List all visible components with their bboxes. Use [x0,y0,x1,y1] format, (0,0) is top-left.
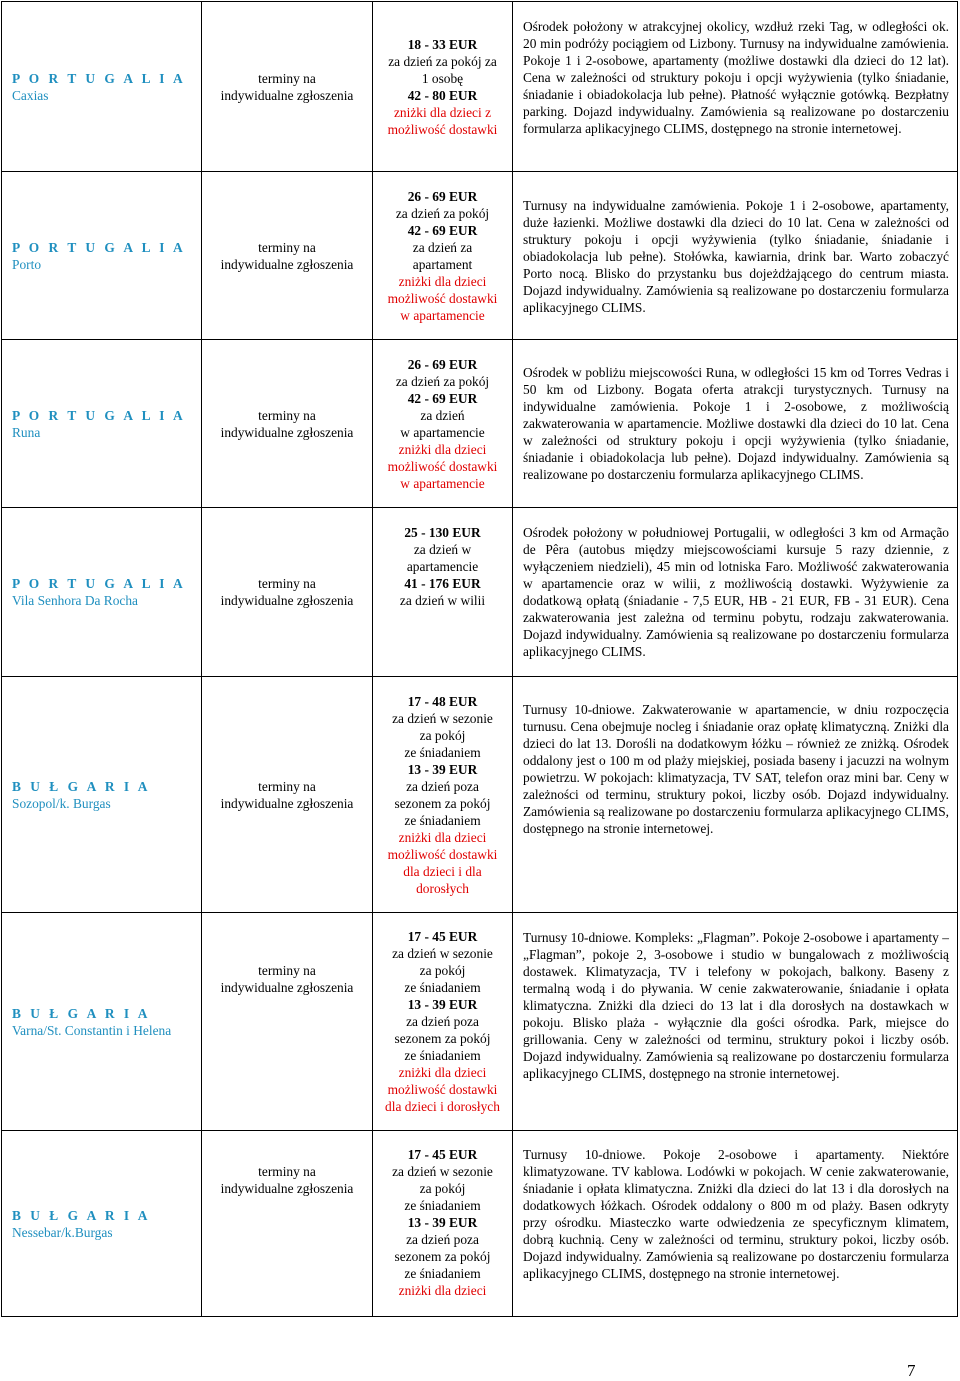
terms-line: indywidualne zgłoszenia [220,87,354,103]
destination-cell [2,172,202,340]
terms-line: terminy na [258,1164,316,1179]
destination-cell [2,913,202,1131]
city-name: Runa [12,424,41,440]
terms-line: indywidualne zgłoszenia [220,980,354,995]
description-cell [513,508,958,677]
price-line: za dzień poza [406,1014,479,1029]
offer-description: Turnusy 10-dniowe. Kompleks: „Flagman”. Pokoje 2-osobowe i apartamenty – „Flagman”, pokoje 2, 3-osobowe i studio w bungalowach z możliwością dostawek. Klimatyzacja, TV i telefony w pokojach, balkony. Baseny z termalną wodą i do pływania. W cenie zakwaterowanie, śniadanie i opłata klimatyczna. Zniżki dla dzieci do 13 lat i dla dorosłych na dostawkach w pokoju. Blisko plaża - wyłącznie dla gości ośrodka. Park, miejsce do grillowania. Ceny w zależności od terminu, struktury pokoi i liczby osób. Dojazd indywidualny. Zamówienia są realizowane po dostarczeniu formularza aplikacyjnego CLIMS, dostępnego na stronie internetowej. [523,930,949,1081]
price-cell [373,1131,513,1317]
price-line: za dzień za pokój za [388,53,497,69]
price-line: za dzień za pokój [395,373,490,389]
price-line: 26 - 69 EUR [407,188,478,204]
terms-line: terminy na [258,239,316,255]
offer-row [2,340,958,508]
offer-description: Turnusy 10-dniowe. Pokoje 2-osobowe i apartamenty. Niektóre klimatyzowane. TV kablowa. Lodówki w pokojach. W cenie zakwaterowanie, śniadanie i opłata klimatyczna. Zniżki dla dzieci do lat 13 i dla dorosłych na dodatkowych łóżkach. Ośrodek oddalony o 800 m od plaży. Basen odkryty przy ośrodku. Miasteczko warte odwiedzenia ze specyficznym klimatem, dobrą kuchnią. Ceny w zależności od terminu, struktury pokoi, liczby osób. Dojazd indywidualny. Zamówienia są realizowane po dostarczeniu formularza aplikacyjnego CLIMS, dostępnego na stronie internetowej. [523,1147,949,1281]
offer-description: Turnusy 10-dniowe. Zakwaterowanie w apartamencie, w dniu rozpoczęcia turnusu. Cena obejmuje nocleg i śniadanie oraz opłatę klimatyczną. Zniżki dla dzieci do lat 13. Dorośli na dodatkowym łóżku – również ze zniżką. Ośrodek oddalony jest o 100 m od plaży miejskiej, posiada baseny i jacuzzi na wolnym powietrzu. W pokojach: klimatyzacja, TV SAT, telefon oraz mini bar. Ceny w zależności od terminu, struktury pokoi, liczby osób. Dojazd indywidualny. Zamówienia są realizowane po dostarczeniu formularza aplikacyjnego CLIMS, dostępnego na stronie internetowej. [523,702,949,836]
description-cell [513,2,958,172]
price-line: w apartamencie [400,424,485,440]
terms-line: indywidualne zgłoszenia [220,593,354,608]
terms-line: indywidualne zgłoszenia [220,256,354,272]
price-line: dla dzieci i dla [403,863,482,879]
city-name: Nessebar/k.Burgas [12,1224,113,1240]
city-name: Caxias [12,87,49,103]
offer-row [2,508,958,677]
city-name: Vila Senhora Da Rocha [12,593,138,608]
destination-cell [2,677,202,913]
city-name: Varna/St. Constantin i Helena [12,1022,172,1038]
price-cell [373,172,513,340]
price-line: zniżki dla dzieci [398,1283,487,1298]
terms-line: terminy na [258,963,316,978]
terms-cell [202,677,373,913]
offer-description: Ośrodek położony w południowej Portugalii, w odległości 3 km od Armação de Pêra (autobus między miejscowościami kursuje 5 razy dziennie, z wyłączeniem niedzieli), 45 min od lotniska Faro. Możliwość zakwaterowania w apartamencie oraz w wilii, z możliwością dostawki. Wyżywienie za dodatkową opłatą (śniadanie - 7,5 EUR, HB - 21 EUR, FB - 31 EUR). Cena zakwaterowania jest zależna od terminu pobytu, rodzaju zakwaterowania. Dojazd indywidualny. Zamówienia są realizowane po dostarczeniu formularza aplikacyjnego CLIMS. [523,525,949,659]
terms-line: terminy na [258,576,316,591]
destination-cell [2,340,202,508]
offer-description: Turnusy na indywidualne zamówienia. Pokoje 1 i 2-osobowe, apartamenty, duże łazienki. Możliwe dostawki dla dzieci do 10 lat. Cena w zależności od struktury pokoju i opcji wyżywienia (tylko śniadanie, śniadanie i obiadokolacja lub pełne). Stołówka, kawiarnia, drink bar. Warto zobaczyć Porto nocą. Blisko do przystanku bus dojeżdżającego do centrum miasta. Dojazd indywidualny. Zamówienia są realizowane po dostarczeniu formularza aplikacyjnego CLIMS. [523,198,949,315]
price-line: za dzień w sezonie [392,1164,493,1179]
price-line: za dzień w sezonie [392,946,493,961]
price-line: sezonem za pokój [394,1249,491,1264]
description-cell [513,340,958,508]
price-line: ze śniadaniem [404,1048,481,1063]
price-cell [373,340,513,508]
page-number: 7 [907,1361,916,1380]
price-line: sezonem za pokój [394,1031,491,1046]
offer-description: Ośrodek położony w atrakcyjnej okolicy, wzdłuż rzeki Tag, w odległości ok. 20 min podróży pociągiem od Lizbony. Turnusy na indywidualne zamówienia. Pokoje 1 i 2-osobowe, apartamenty (możliwe dostawki dla dzieci do 12 lat). Cena w zależności od struktury pokoju i opcji wyżywienia (tylko śniadanie, śniadanie i obiadokolacja lub pełne). Płatność wyłącznie gotówką. Bezpłatny parking. Dojazd indywidualny. Zamówienia są realizowane po dostarczeniu formularza aplikacyjnego CLIMS, dostępnego na stronie internetowej. [523,19,949,136]
terms-cell [202,172,373,340]
offers-table [1,1,958,1317]
description-cell [513,913,958,1131]
price-line: 1 osobę [421,70,464,86]
price-line: za dzień w sezonie [392,710,493,726]
terms-line: indywidualne zgłoszenia [220,795,354,811]
country-name: P O R T U G A L I A [12,239,186,255]
price-line: apartament [412,256,473,272]
terms-cell [202,913,373,1131]
price-line: za dzień w [413,542,472,557]
price-line: 18 - 33 EUR [407,36,478,52]
price-line: apartamencie [406,559,479,574]
offers-table-body [2,2,958,1317]
price-line: zniżki dla dzieci [398,1065,487,1080]
price-line: ze śniadaniem [404,1266,481,1281]
price-cell [373,677,513,913]
price-line: 17 - 45 EUR [407,1147,478,1162]
price-line: zniżki dla dzieci [398,829,487,845]
offer-description: Ośrodek w pobliżu miejscowości Runa, w odległości 15 km od Torres Vedras i 50 km od Lizbony. Bogata oferta atrakcji turystycznych. Turnusy na indywidualne zamówienia. Pokoje 1 i 2-osobowe, z możliwością zakwaterowania w apartamencie. Możliwe dostawki dla dzieci do 10 lat. Cena w zależności od struktury pokoju i opcji wyżywienia (tylko śniadanie, śniadanie i obiadokolacja lub pełne). Dojazd indywidualny. Zamówienia są realizowane po dostarczeniu formularza aplikacyjnego CLIMS. [523,365,949,482]
terms-cell [202,1131,373,1317]
terms-line: terminy na [258,70,316,86]
destination-cell [2,508,202,677]
price-line: za pokój [419,727,466,743]
price-line: 13 - 39 EUR [407,1215,478,1230]
price-line: za pokój [419,1181,466,1196]
price-line: możliwość dostawki [387,846,498,862]
price-line: za dzień za pokój [395,205,490,221]
price-line: za dzień w wilii [399,593,486,608]
price-line: możliwość dostawki [387,121,498,137]
terms-line: terminy na [258,407,316,423]
price-line: zniżki dla dzieci z [393,104,492,120]
price-line: w apartamencie [400,307,485,323]
offer-row [2,677,958,913]
offer-row [2,2,958,172]
offer-row [2,1131,958,1317]
price-line: 17 - 45 EUR [407,929,478,944]
terms-cell [202,508,373,677]
country-name: P O R T U G A L I A [12,576,186,591]
price-line: możliwość dostawki [387,1082,498,1097]
price-line: za dzień za [412,239,473,255]
price-line: za dzień poza [406,778,479,794]
city-name: Sozopol/k. Burgas [12,795,111,811]
price-line: za pokój [419,963,466,978]
terms-line: indywidualne zgłoszenia [220,1181,354,1196]
offer-row [2,172,958,340]
price-cell [373,913,513,1131]
country-name: P O R T U G A L I A [12,70,186,86]
price-cell [373,508,513,677]
price-line: dorosłych [416,880,469,896]
offer-row [2,913,958,1131]
price-line: możliwość dostawki [387,458,498,474]
terms-line: indywidualne zgłoszenia [220,424,354,440]
price-line: 42 - 80 EUR [407,87,478,103]
city-name: Porto [12,256,42,272]
description-cell [513,1131,958,1317]
price-line: sezonem za pokój [394,795,491,811]
destination-cell [2,2,202,172]
terms-line: terminy na [258,778,316,794]
country-name: B U Ł G A R I A [12,1005,151,1021]
price-line: ze śniadaniem [404,812,481,828]
price-line: 41 - 176 EUR [404,576,481,591]
country-name: P O R T U G A L I A [12,407,186,423]
country-name: B U Ł G A R I A [12,778,151,794]
price-line: 13 - 39 EUR [407,761,478,777]
price-line: 25 - 130 EUR [404,525,481,540]
description-cell [513,677,958,913]
price-line: za dzień poza [406,1232,479,1247]
price-line: 17 - 48 EUR [407,693,478,709]
destination-cell [2,1131,202,1317]
terms-cell [202,2,373,172]
price-line: 42 - 69 EUR [407,222,478,238]
price-line: 42 - 69 EUR [407,390,478,406]
price-line: 26 - 69 EUR [407,356,478,372]
price-line: możliwość dostawki [387,290,498,306]
price-line: ze śniadaniem [404,980,481,995]
price-line: ze śniadaniem [404,1198,481,1213]
price-line: zniżki dla dzieci [398,441,487,457]
price-line: zniżki dla dzieci [398,273,487,289]
price-cell [373,2,513,172]
price-line: 13 - 39 EUR [407,997,478,1012]
price-line: w apartamencie [400,475,485,491]
country-name: B U Ł G A R I A [12,1207,151,1223]
description-cell [513,172,958,340]
price-line: ze śniadaniem [404,744,481,760]
price-line: dla dzieci i dorosłych [385,1099,500,1114]
terms-cell [202,340,373,508]
price-line: za dzień [420,407,465,423]
